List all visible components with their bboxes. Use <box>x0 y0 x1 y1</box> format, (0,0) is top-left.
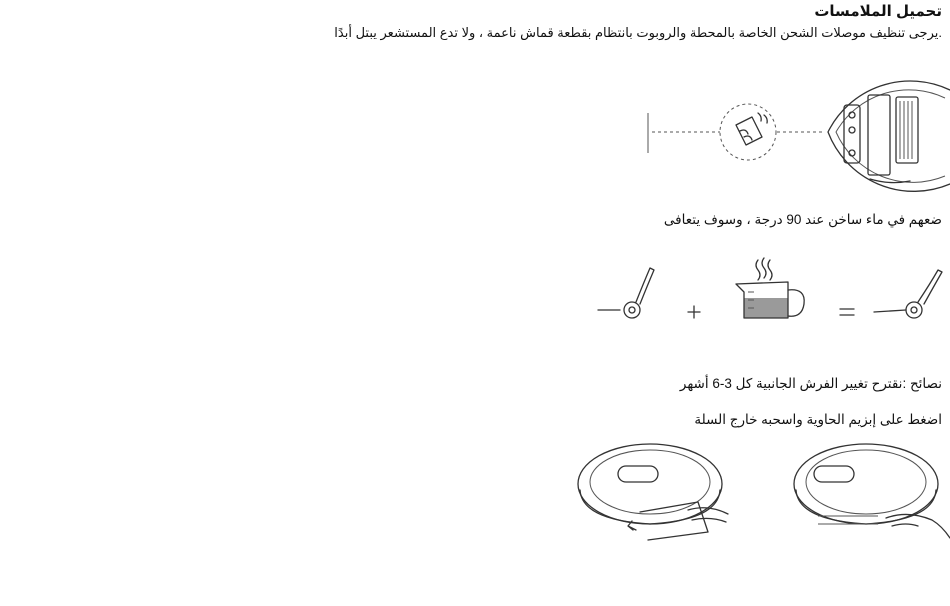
instruction-clean-contacts: .يرجى تنظيف موصلات الشحن الخاصة بالمحطة والروبوت بانتظام بقطعة قماش ناعمة ، ولا تدع المستشعر يبتل أبدًا <box>334 25 942 40</box>
side-brush-icon <box>598 268 654 318</box>
robot-contacts-cleaning-illustration <box>640 85 950 190</box>
equals-icon <box>840 309 854 315</box>
brush-soak-illustration <box>592 252 950 322</box>
dust-bin-removal-illustration <box>568 440 950 540</box>
plus-icon <box>688 306 700 318</box>
robot-press-buckle-icon <box>794 444 950 538</box>
robot-pull-bin-icon <box>578 444 728 540</box>
cloth-hand-icon <box>720 104 776 160</box>
robot-underside-icon <box>828 81 950 191</box>
hot-water-jug-icon <box>736 258 804 318</box>
section-heading: تحميل الملامسات <box>814 3 942 20</box>
instruction-soak-brushes: ضعهم في ماء ساخن عند 90 درجة ، وسوف يتعافى <box>663 212 942 227</box>
side-brush-restored-icon <box>874 270 942 318</box>
tips-text: نصائح :نقترح تغيير الفرش الجانبية كل 3-6 أشهر <box>679 376 942 391</box>
instruction-remove-bin: اضغط على إبزيم الحاوية واسحبه خارج السلة <box>694 412 942 427</box>
